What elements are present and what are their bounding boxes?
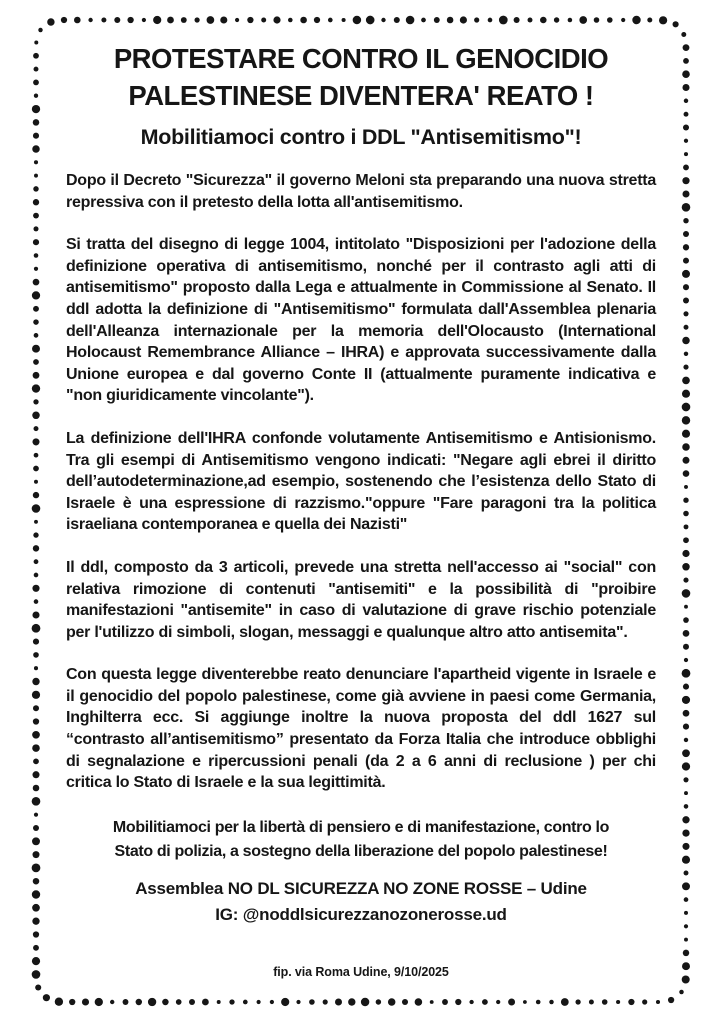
instagram-handle: IG: @noddlsicurezzanozonerosse.ud bbox=[215, 904, 507, 924]
print-credit: fip. via Roma Udine, 9/10/2025 bbox=[273, 965, 449, 979]
body-paragraph: Con questa legge diventerebbe reato denunciare l'apartheid vigente in Israele e il genocidio del popolo palestinese, come già avviene in paesi come Germania, Inghilterra ecc. Si aggiunge inoltre la nuova proposta del ddl 1627 sul “contrasto all’antisemitismo” presentato da Forza Italia che introduce obblighi di segnalazione e ripercussioni penali (da 2 a 6 anni di reclusione ) per chi critica lo Stato di Israele e la sua legittimità. bbox=[66, 666, 656, 792]
cta-line2: Stato di polizia, a sostegno della liberazione del popolo palestinese! bbox=[114, 842, 608, 860]
cta-line1: Mobilitiamoci per la libertà di pensiero e di manifestazione, contro lo bbox=[112, 818, 610, 836]
call-to-action bbox=[66, 816, 656, 864]
flyer-subtitle: Mobilitiamoci contro i DDL "Antisemitismo"! bbox=[140, 125, 582, 149]
signature-block bbox=[66, 876, 656, 928]
body-paragraph: Il ddl, composto da 3 articoli, prevede una stretta nell'accesso ai "social" con relativa rimozione di contenuti "antisemiti" e la possibilità di "proibire manifestazioni "antisemite" in caso di valutazione di grave rischio potenziale per l'utilizzo di simboli, slogan, messaggi e qualunque altro atto antisemita". bbox=[66, 558, 656, 641]
flyer-title-line1: PROTESTARE CONTRO IL GENOCIDIO bbox=[113, 43, 609, 74]
assembly-name: Assemblea NO DL SICUREZZA NO ZONE ROSSE – Udine bbox=[135, 878, 587, 898]
body-paragraph: Dopo il Decreto "Sicurezza" il governo Meloni sta preparando una nuova stretta repressiva con il pretesto della lotta all'antisemitismo. bbox=[66, 172, 656, 211]
body-paragraph: La definizione dell'IHRA confonde volutamente Antisemitismo e Antisionismo. Tra gli esempi di Antisemitismo vengono indicati: "Negare agli ebrei il diritto dell’autodeterminazione,ad esempio, sostenendo che l’esistenza dello Stato di Israele è una espressione di razzismo."oppure "Fare paragoni tra la politica israeliana contemporanea e quella dei Nazisti" bbox=[66, 429, 656, 534]
flyer-body bbox=[66, 151, 656, 794]
flyer-title bbox=[66, 40, 656, 114]
flyer-title-line2: PALESTINESE DIVENTERA' REATO ! bbox=[128, 80, 594, 111]
body-paragraph: Si tratta del disegno di legge 1004, intitolato "Disposizioni per l'adozione della definizione operativa di antisemitismo, nonché per il contrasto agli atti di antisemitismo" proposto dalla Lega e attualmente in Commissione al Senato. Il ddl adotta la definizione di "Antisemitismo" formulata dall'Assemblea plenaria dell'Alleanza internazionale per la memoria dell'Olocausto (International Holocaust Remembrance Alliance – IHRA) e approvata successivamente dalla Unione europea e dal governo Conte II (attualmente puramente indicativa e "non giuridicamente vincolante"). bbox=[66, 236, 656, 405]
